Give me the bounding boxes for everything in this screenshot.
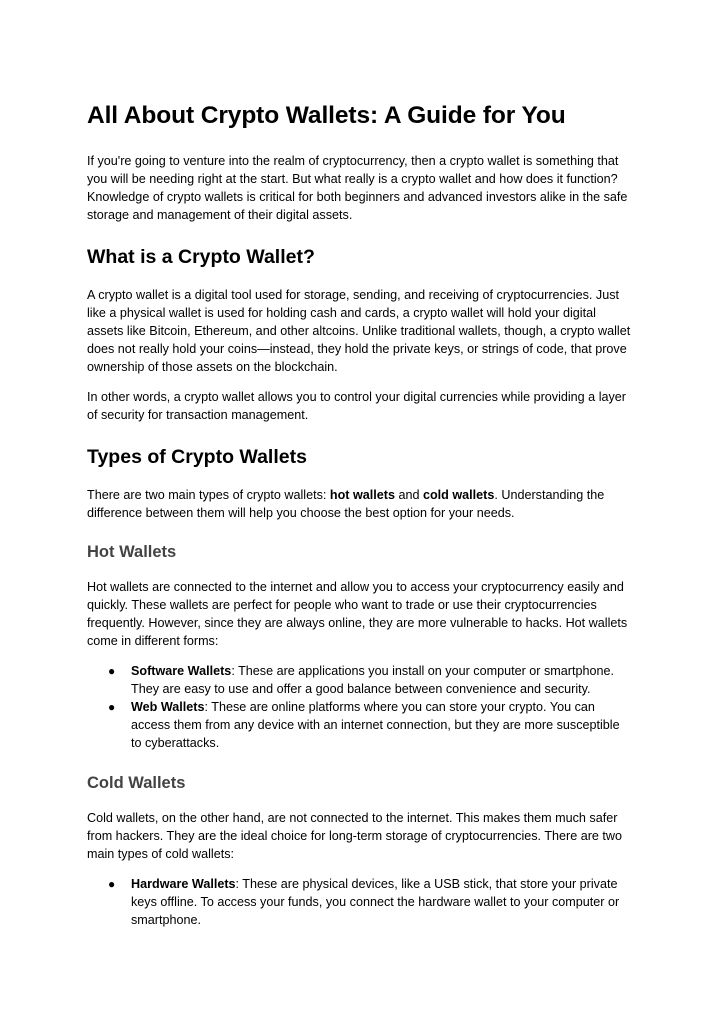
bullet-icon: ● — [108, 877, 116, 891]
cold-wallets-list — [87, 875, 632, 929]
hot-wallets-list — [87, 662, 632, 752]
cold-wallets-term: cold wallets — [422, 488, 495, 502]
heading-cold-wallets: Cold Wallets — [87, 774, 186, 792]
list-item — [87, 662, 632, 698]
list-item — [87, 875, 632, 929]
hot-wallets-term: hot wallets — [329, 488, 395, 502]
list-item — [87, 698, 632, 752]
heading-hot-wallets: Hot Wallets — [87, 543, 177, 561]
list-item-term: Hardware Wallets — [131, 877, 236, 891]
bullet-icon: ● — [108, 700, 116, 714]
cold-wallets-paragraph: Cold wallets, on the other hand, are not connected to the internet. This makes them much safer from hackers. They are the ideal choice for long-term storage of cryptocurrencies. There are two main types of cold wallets: — [87, 811, 623, 861]
types-intro-end: . Understanding the difference between them will help you choose the best option for your needs. — [87, 488, 605, 520]
types-intro-and: and — [394, 488, 423, 502]
what-is-paragraph-1: A crypto wallet is a digital tool used for storage, sending, and receiving of cryptocurrencies. Just like a physical wallet is used for holding cash and cards, a crypto wallet will hold your digital assets like Bitcoin, Ethereum, and other altcoins. Unlike traditional wallets, though, a crypto wallet does not really hold your coins—instead, they hold the private keys, or strings of code, that prove ownership of those assets on the blockchain. — [87, 288, 631, 374]
intro-paragraph: If you're going to venture into the realm of cryptocurrency, then a crypto wallet is something that you will be needing right at the start. But what really is a crypto wallet and how does it function? Knowledge of crypto wallets is critical for both beginners and advanced investors alike in the safe storage and management of their digital assets. — [87, 154, 628, 222]
list-item-desc: : These are online platforms where you can store your crypto. You can access them from any device with an internet connection, but they are more susceptible to cyberattacks. — [131, 700, 620, 750]
list-item-term: Software Wallets — [131, 664, 232, 678]
page-title: All About Crypto Wallets: A Guide for You — [87, 102, 566, 129]
types-intro-paragraph — [87, 486, 632, 522]
heading-what-is-crypto-wallet: What is a Crypto Wallet? — [87, 246, 315, 268]
bullet-icon: ● — [108, 664, 116, 678]
types-intro-start: There are two main types of crypto wallets: — [87, 488, 330, 502]
hot-wallets-paragraph: Hot wallets are connected to the internet and allow you to access your cryptocurrency easily and quickly. These wallets are perfect for people who want to trade or use their cryptocurrencies frequently. However, since they are always online, they are more vulnerable to hacks. Hot wallets come in different forms: — [87, 580, 628, 648]
list-item-desc: : These are applications you install on your computer or smartphone. They are easy to use and offer a good balance between convenience and security. — [131, 664, 614, 696]
list-item-desc: : These are physical devices, like a USB stick, that store your private keys offline. To access your funds, you connect the hardware wallet to your computer or smartphone. — [131, 877, 620, 927]
list-item-term: Web Wallets — [131, 700, 205, 714]
what-is-paragraph-2: In other words, a crypto wallet allows you to control your digital currencies while providing a layer of security for transaction management. — [87, 390, 626, 422]
heading-types-of-wallets: Types of Crypto Wallets — [87, 446, 307, 468]
